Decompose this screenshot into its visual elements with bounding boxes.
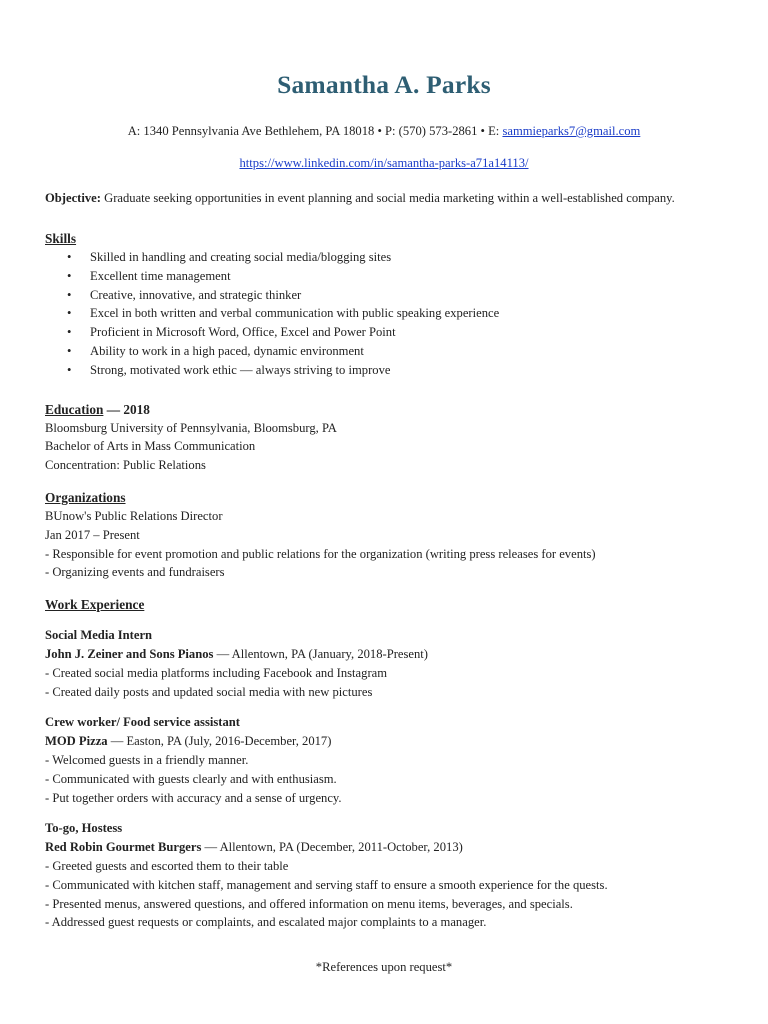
job-bullet: - Communicated with guests clearly and with enthusiasm. [45, 771, 337, 786]
education-year: — 2018 [103, 401, 150, 417]
job-entry [45, 819, 705, 932]
skills-list [45, 248, 705, 380]
email-label: E: [488, 124, 503, 138]
list-item [45, 342, 705, 361]
resume-body [45, 189, 705, 932]
email-link[interactable]: sammieparks7@gmail.com [502, 124, 641, 138]
bullet-icon: • [67, 268, 72, 283]
job-entry [45, 713, 705, 807]
skill-text: Excellent time management [90, 268, 231, 283]
job-employer-line [45, 838, 705, 857]
job-employer: MOD Pizza [45, 734, 108, 749]
contact-line [0, 124, 768, 139]
job-bullet: - Created social media platforms including Facebook and Instagram [45, 665, 388, 680]
linkedin-line [0, 156, 768, 171]
list-item [45, 267, 705, 286]
job-bullet: - Created daily posts and updated social media with new pictures [45, 684, 373, 699]
skill-text: Excel in both written and verbal communication with public speaking experience [90, 306, 500, 321]
organization-line: BUnow's Public Relations Director [45, 508, 223, 523]
bullet-icon: • [67, 306, 72, 321]
job-employer: Red Robin Gourmet Burgers [45, 840, 202, 855]
objective-text: Graduate seeking opportunities in event planning and social media marketing within a well-established company. [100, 191, 675, 205]
separator: • [477, 124, 489, 138]
job-role: Social Media Intern [45, 628, 153, 643]
bullet-icon: • [67, 343, 72, 358]
job-bullet: - Presented menus, answered questions, and offered information on menu items, beverages, and specials. [45, 896, 573, 911]
bullet-icon: • [67, 287, 72, 302]
resume-name: Samantha A. Parks [277, 70, 491, 99]
skills-heading [45, 229, 705, 248]
list-item [45, 304, 705, 323]
job-employer-line [45, 732, 705, 751]
job-employer: John J. Zeiner and Sons Pianos [45, 646, 214, 661]
work-section [45, 595, 705, 932]
references-note: *References upon request* [315, 960, 453, 974]
list-item [45, 286, 705, 305]
education-heading [45, 400, 705, 419]
education-line: Bachelor of Arts in Mass Communication [45, 439, 256, 454]
organization-line: Jan 2017 – Present [45, 527, 140, 542]
skill-text: Proficient in Microsoft Word, Office, Excel and Power Point [90, 325, 396, 340]
work-heading [45, 595, 705, 614]
education-title: Education [45, 401, 104, 417]
separator: • [374, 124, 386, 138]
list-item [45, 323, 705, 342]
skill-text: Creative, innovative, and strategic thinker [90, 287, 302, 302]
objective-label: Objective: [45, 191, 101, 205]
objective [45, 189, 705, 207]
organizations-section [45, 488, 705, 582]
skill-text: Strong, motivated work ethic — always striving to improve [90, 362, 391, 377]
organization-line: - Organizing events and fundraisers [45, 565, 225, 580]
job-entry [45, 626, 705, 701]
skills-title: Skills [45, 231, 77, 246]
address: A: 1340 Pennsylvania Ave Bethlehem, PA 18018 [127, 124, 375, 138]
job-role: Crew worker/ Food service assistant [45, 715, 240, 730]
job-role: To-go, Hostess [45, 821, 123, 836]
list-item [45, 361, 705, 380]
organizations-title: Organizations [45, 489, 126, 505]
job-bullet: - Addressed guest requests or complaints, and escalated major complaints to a manager. [45, 915, 487, 930]
bullet-icon: • [67, 325, 72, 340]
job-bullet: - Greeted guests and escorted them to their table [45, 858, 289, 873]
work-title: Work Experience [45, 597, 145, 613]
linkedin-link[interactable]: https://www.linkedin.com/in/samantha-parks-a71a14113/ [239, 156, 529, 170]
organizations-heading [45, 488, 705, 507]
phone: P: (570) 573-2861 [385, 124, 478, 138]
list-item [45, 248, 705, 267]
bullet-icon: • [67, 250, 72, 264]
education-section [45, 400, 705, 475]
job-details: — Easton, PA (July, 2016-December, 2017) [107, 734, 332, 749]
education-line: Bloomsburg University of Pennsylvania, Bloomsburg, PA [45, 420, 337, 435]
job-bullet: - Welcomed guests in a friendly manner. [45, 752, 249, 767]
job-employer-line [45, 645, 705, 664]
job-details: — Allentown, PA (December, 2011-October, 2013) [201, 840, 463, 855]
skill-text: Skilled in handling and creating social media/blogging sites [90, 250, 392, 264]
job-details: — Allentown, PA (January, 2018-Present) [213, 646, 428, 661]
job-bullet: - Put together orders with accuracy and a sense of urgency. [45, 790, 342, 805]
skill-text: Ability to work in a high paced, dynamic environment [90, 343, 364, 358]
education-line: Concentration: Public Relations [45, 458, 206, 473]
job-bullet: - Communicated with kitchen staff, management and serving staff to ensure a smooth experience for the quests. [45, 877, 608, 892]
skills-section [45, 229, 705, 380]
bullet-icon: • [67, 362, 72, 377]
organization-line: - Responsible for event promotion and public relations for the organization (writing press releases for events) [45, 546, 596, 561]
